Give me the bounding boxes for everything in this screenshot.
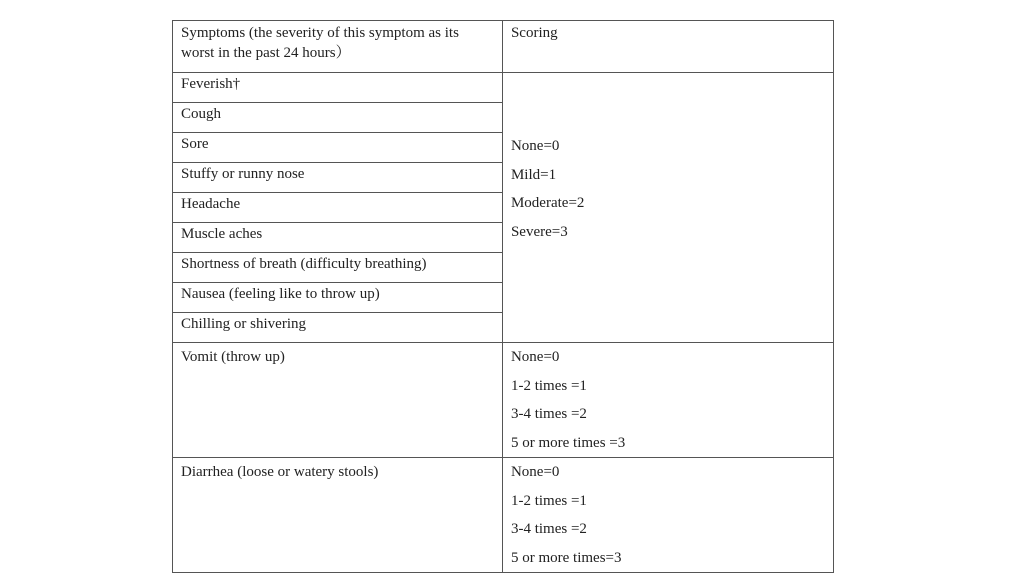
header-symptoms: Symptoms (the severity of this symptom as its worst in the past 24 hours）: [173, 21, 503, 73]
severity-scoring-cell: [502, 73, 833, 343]
symptom-vomit: Vomit (throw up): [181, 349, 285, 365]
symptom-cough: Cough: [181, 106, 222, 122]
symptom-sore: Sore: [181, 136, 209, 152]
table-row: [173, 458, 834, 573]
symptom-scoring-table: [172, 20, 834, 573]
score-severe: Severe=3: [510, 223, 568, 240]
score-3-4-times: 3-4 times =2: [510, 406, 587, 422]
score-3-4-times: 3-4 times =2: [510, 521, 587, 537]
symptom-shortness-of-breath: Shortness of breath (difficulty breathing): [181, 256, 427, 272]
score-spacer: [511, 246, 825, 275]
score-1-2-times: 1-2 times =1: [510, 492, 587, 509]
symptom-feverish: Feverish†: [181, 76, 241, 92]
symptom-cell: [173, 193, 503, 223]
score-5-or-more: 5 or more times=3: [510, 549, 622, 566]
symptom-cell: [173, 223, 503, 253]
score-5-or-more: 5 or more times =3: [510, 434, 626, 451]
symptom-cell: [173, 283, 503, 313]
symptom-nausea: Nausea (feeling like to throw up): [181, 286, 380, 302]
symptom-cell: [173, 133, 503, 163]
symptom-stuffy-nose: Stuffy or runny nose: [181, 166, 305, 182]
symptom-cell: [173, 343, 503, 458]
table-row: [173, 343, 834, 458]
symptom-diarrhea: Diarrhea (loose or watery stools): [181, 464, 379, 480]
symptom-cell: [173, 163, 503, 193]
symptom-headache: Headache: [181, 196, 241, 212]
symptom-cell: [173, 73, 503, 103]
symptom-cell: [173, 103, 503, 133]
score-moderate: Moderate=2: [510, 195, 585, 212]
symptom-cell: [173, 313, 503, 343]
frequency-scoring-cell: [502, 458, 833, 573]
score-mild: Mild=1: [510, 166, 557, 183]
symptom-chilling: Chilling or shivering: [181, 316, 306, 332]
score-none: None=0: [510, 349, 560, 365]
score-none: None=0: [510, 464, 560, 480]
frequency-scoring-cell: [502, 343, 833, 458]
score-none: None=0: [510, 138, 560, 155]
score-1-2-times: 1-2 times =1: [510, 377, 587, 394]
symptom-muscle-aches: Muscle aches: [181, 226, 263, 242]
header-row: [173, 21, 834, 73]
symptom-cell: [173, 253, 503, 283]
header-scoring: Scoring: [502, 21, 833, 73]
symptom-cell: [173, 458, 503, 573]
table-row: [173, 73, 834, 103]
